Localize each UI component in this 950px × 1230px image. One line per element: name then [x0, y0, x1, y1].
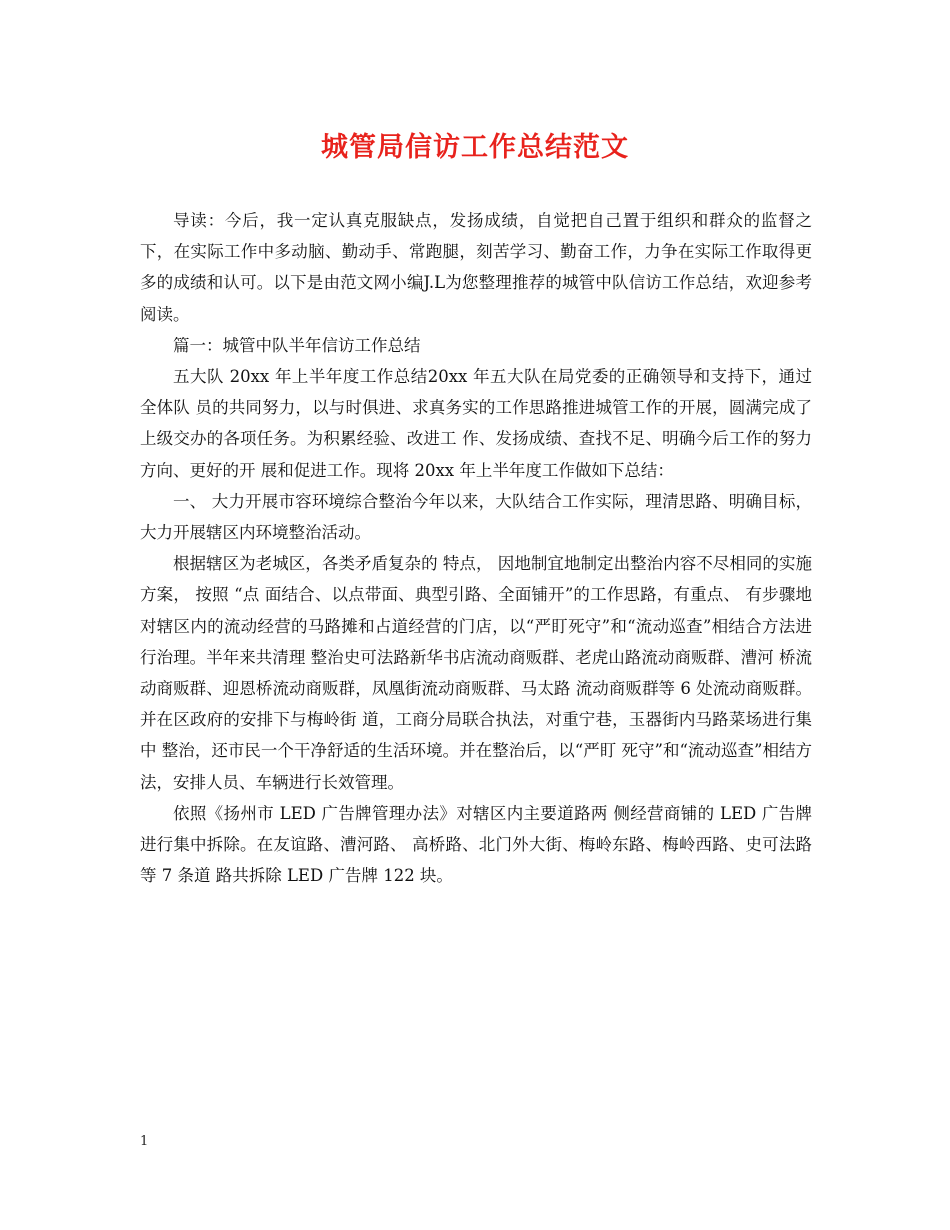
body-paragraph: 根据辖区为老城区，各类矛盾复杂的 特点， 因地制宜地制定出整治内容不尽相同的实施方案， 按照 “点 面结合、以点带面、典型引路、全面铺开”的工作思路，有重点、 有步骤地对辖区内的流动经营的马路摊和占道经营的门店，以“严盯死守”和“流动巡查”相结合方法进行治理。半年来共清理 整治史可法路新华书店流动商贩群、老虎山路流动商贩群、漕河 桥流动商贩群、迎恩桥流动商贩群，凤凰街流动商贩群、马太路 流动商贩群等 6 处流动商贩群。并在区政府的安排下与梅岭街 道，工商分局联合执法，对重宁巷，玉器街内马路菜场进行集中 整治，还市民一个干净舒适的生活环境。并在整治后，以“严盯 死守”和“流动巡查”相结方法，安排人员、车辆进行长效管理。 — [140, 554, 812, 792]
body-paragraph: 一、 大力开展市容环境综合整治今年以来，大队结合工作实际，理清思路、明确目标，大力开展辖区内环境整治活动。 — [140, 491, 812, 543]
body-paragraph: 依照《扬州市 LED 广告牌管理办法》对辖区内主要道路两 侧经营商铺的 LED 广告牌进行集中拆除。在友谊路、漕河路、 高桥路、北门外大街、梅岭东路、梅岭西路、史可法路等 7 条道 路共拆除 LED 广告牌 122 块。 — [140, 803, 812, 886]
section-heading: 篇一：城管中队半年信访工作总结 — [173, 335, 421, 355]
document-body — [140, 205, 812, 891]
body-paragraph: 五大队 20xx 年上半年度工作总结20xx 年五大队在局党委的正确领导和支持下，通过全体队 员的共同努力，以与时俱进、求真务实的工作思路推进城管工作的开展，圆满完成了上级交办的各项任务。为积累经验、改进工 作、发扬成绩、查找不足、明确今后工作的努力方向、更好的开 展和促进工作。现将 20xx 年上半年度工作做如下总结： — [140, 367, 812, 480]
document-title: 城管局信访工作总结范文 — [321, 132, 629, 163]
intro-paragraph: 导读：今后，我一定认真克服缺点，发扬成绩，自觉把自己置于组织和群众的监督之下，在实际工作中多动脑、勤动手、常跑腿，刻苦学习、勤奋工作，力争在实际工作取得更多的成绩和认可。以下是由范文网小编J.L为您整理推荐的城管中队信访工作总结，欢迎参考阅读。 — [140, 211, 812, 324]
page-number: 1 — [140, 1134, 149, 1149]
